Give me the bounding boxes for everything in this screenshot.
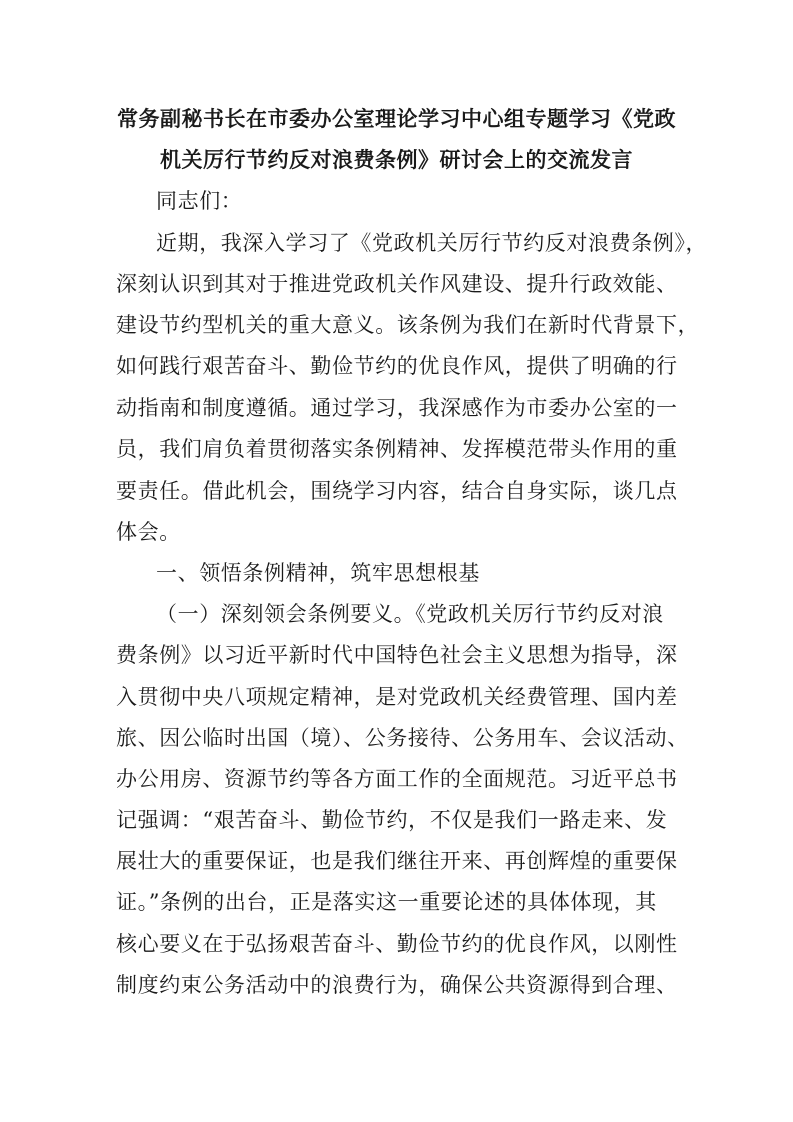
paragraph-line: 深刻认识到其对于推进党政机关作风建设、提升行政效能、 [116,272,678,296]
paragraph-line: 建设节约型机关的重大意义。该条例为我们在新时代背景下， [116,313,700,337]
paragraph-line: 记强调：“艰苦奋斗、勤俭节约，不仅是我们一路走来、发 [116,808,668,832]
paragraph-line: 办公用房、资源节约等各方面工作的全面规范。习近平总书 [116,767,678,791]
paragraph-line: 员，我们肩负着贯彻落实条例精神、发挥模范带头作用的重 [116,437,678,461]
paragraph-line: 展壮大的重要保证，也是我们继往开来、再创辉煌的重要保 [116,849,678,873]
salutation: 同志们： [156,189,243,213]
paragraph-line: 入贯彻中央八项规定精神，是对党政机关经费管理、国内差 [116,685,678,709]
paragraph-line: 制度约束公务活动中的浪费行为，确保公共资源得到合理、 [116,973,678,997]
paragraph-line: 旅、因公临时出国（境）、公务接待、公务用车、会议活动、 [116,726,689,750]
section-heading: 一、领悟条例精神，筑牢思想根基 [156,561,480,585]
paragraph-line: 体会。 [116,520,181,544]
document-title-line-1: 常务副秘书长在市委办公室理论学习中心组专题学习《党政 [117,106,676,131]
paragraph-line: 如何践行艰苦奋斗、勤俭节约的优良作风，提供了明确的行 [116,354,678,378]
paragraph-line: 近期，我深入学习了《党政机关厉行节约反对浪费条例》， [156,231,708,255]
paragraph-line: 费条例》以习近平新时代中国特色社会主义思想为指导，深 [116,643,678,667]
paragraph-line: 动指南和制度遵循。通过学习，我深感作为市委办公室的一 [116,396,678,420]
paragraph-line: 要责任。借此机会，围绕学习内容，结合自身实际，谈几点 [116,479,678,503]
paragraph-line: 核心要义在于弘扬艰苦奋斗、勤俭节约的优良作风，以刚性 [116,932,678,956]
document-title-line-2: 机关厉行节约反对浪费条例》研讨会上的交流发言 [160,147,633,172]
paragraph-line: 证。”条例的出台，正是落实这一重要论述的具体体现，其 [116,890,657,914]
subsection-line: （一）深刻领会条例要义。《党政机关厉行节约反对浪 [156,602,664,626]
